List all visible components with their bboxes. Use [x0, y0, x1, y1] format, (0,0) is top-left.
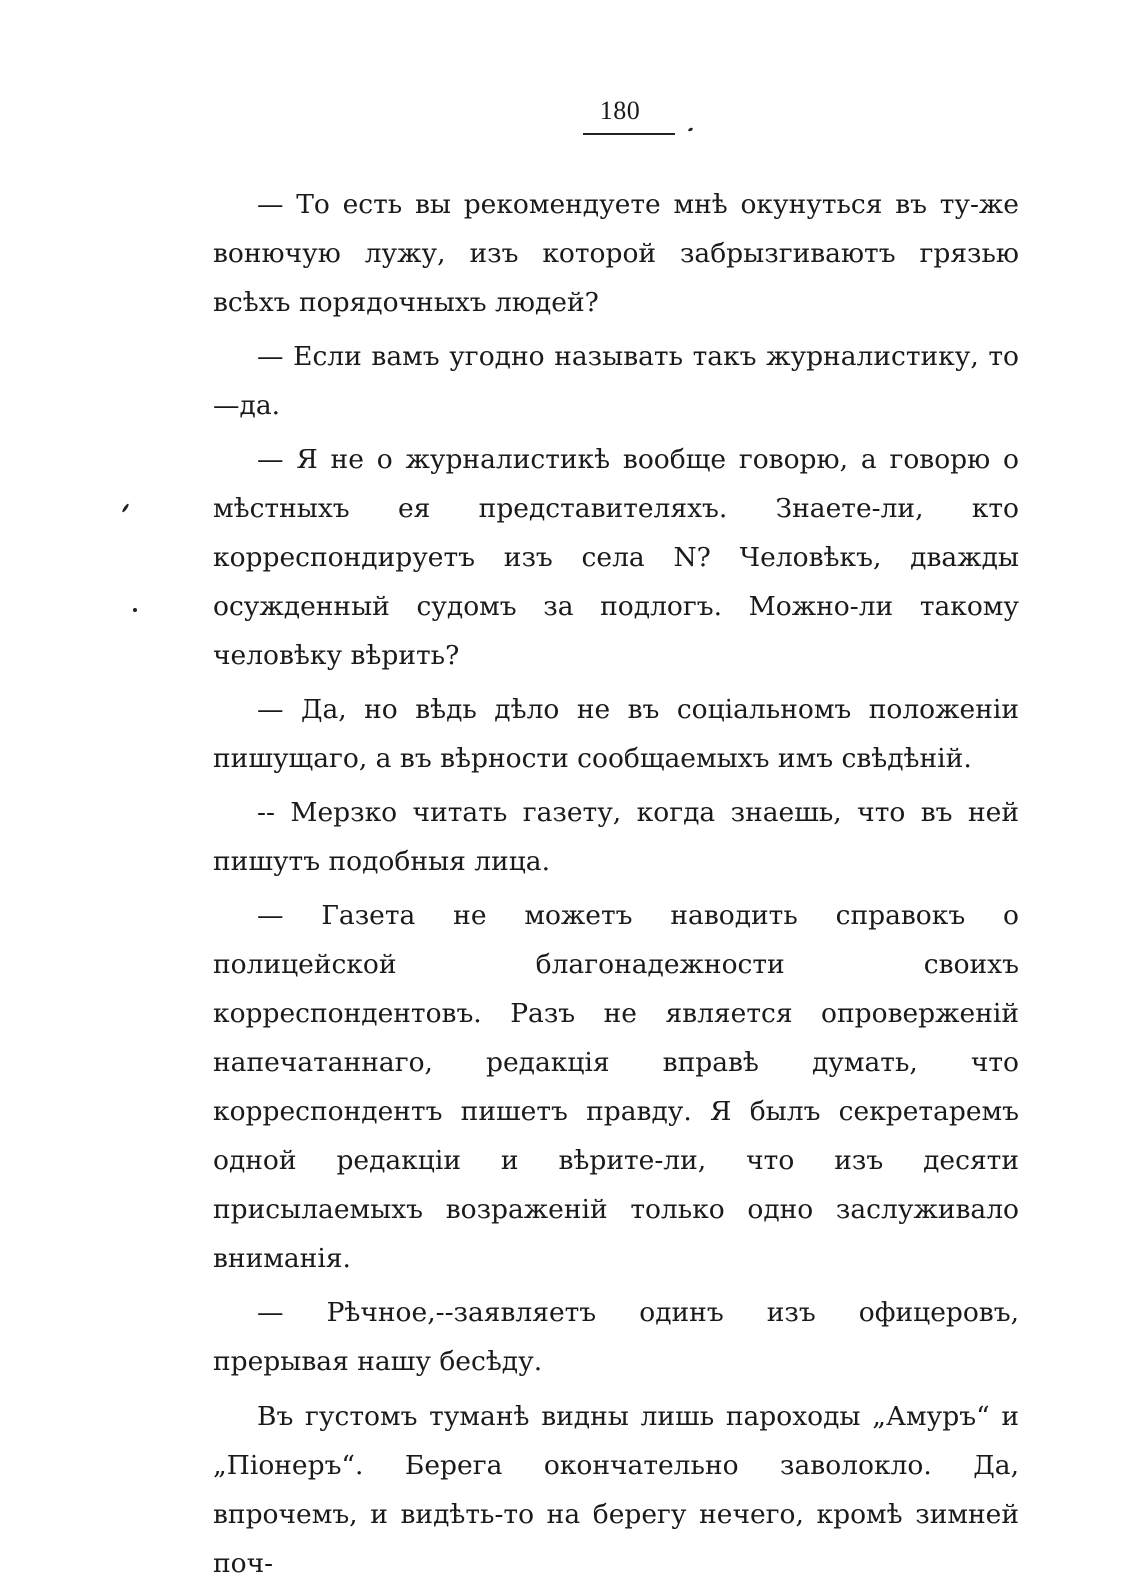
dialogue-paragraph: — Да, но вѣдь дѣло не въ соціальномъ положеніи пишущаго, а въ вѣрности сообщаемыхъ имъ свѣдѣній.: [213, 694, 1019, 774]
header-rule: [583, 133, 675, 135]
narrative-paragraph: Въ густомъ туманѣ видны лишь пароходы „Амуръ“ и „Піонеръ“. Берега окончательно заволокло. Да, впрочемъ, и видѣть-то на берегу нечего, кромѣ зимней поч-: [213, 1401, 1019, 1579]
dialogue-paragraph: — То есть вы рекомендуете мнѣ окунуться въ ту-же вонючую лужу, изъ которой забрызгиваютъ грязью всѣхъ порядочныхъ людей?: [213, 189, 1019, 318]
dialogue-paragraph: — Я не о журналистикѣ вообще говорю, а говорю о мѣстныхъ ея представителяхъ. Знаете-ли, кто корреспондируетъ изъ села N? Человѣкъ, дважды осужденный судомъ за подлогъ. Можно-ли такому человѣку вѣрить?: [213, 444, 1019, 671]
ink-speck: [133, 608, 137, 612]
page-text: [213, 180, 1019, 1588]
dialogue-paragraph: — Рѣчное,--заявляетъ одинъ изъ офицеровъ, прерывая нашу бесѣду.: [213, 1297, 1019, 1377]
page-number: 180: [599, 96, 641, 125]
dialogue-paragraph: -- Мерзко читать газету, когда знаешь, что въ ней пишутъ подобныя лица.: [213, 797, 1019, 877]
dialogue-paragraph: — Газета не можетъ наводить справокъ о полицейской благонадежности своихъ корреспондентовъ. Разъ не является опроверженій напечатаннаго, редакція вправѣ думать, что корреспондентъ пишетъ правду. Я былъ секретаремъ одной редакціи и вѣрите-ли, что изъ десяти присылаемыхъ возраженій только одно заслуживало вниманія.: [213, 900, 1019, 1274]
ink-speck: [121, 503, 129, 513]
ink-speck: [688, 127, 694, 132]
dialogue-paragraph: — Если вамъ угодно называть такъ журналистику, то—да.: [213, 341, 1019, 421]
